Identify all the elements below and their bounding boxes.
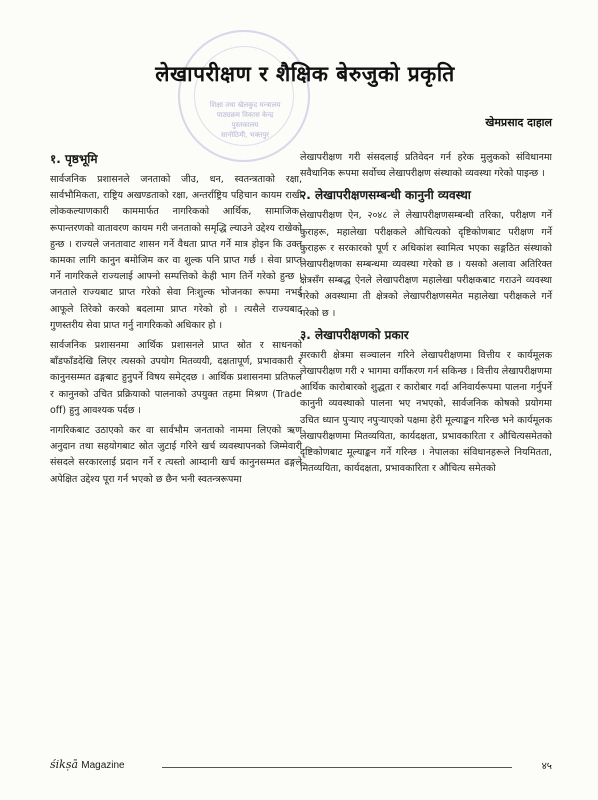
- section-heading: ३. लेखापरीक्षणको प्रकार: [300, 327, 409, 342]
- article-title: लेखापरीक्षण र शैक्षिक बेरुजुको प्रकृति: [155, 62, 455, 86]
- library-stamp-text: [190, 100, 300, 140]
- stamp-line: शिक्षा तथा खेलकुद मन्त्रालय: [209, 101, 281, 109]
- article-author: खेमप्रसाद दाहाल: [485, 116, 552, 129]
- left-column: [50, 146, 302, 492]
- page-footer: [50, 758, 552, 774]
- section-heading: १. पृष्ठभूमि: [50, 152, 98, 166]
- paragraph: सार्वजनिक प्रशासनमा आर्थिक प्रशासनले प्राप्त स्रोत र साधनको बाँडफाँडदेखि लिएर त्यसको उपयोग मितव्ययी, दक्षतापूर्ण, प्रभावकारी र कानुनसम्मत ढङ्गबाट हुनुपर्ने विषय समेट्दछ । आर्थिक प्रशासनमा प्रतिफल र कानुनको उचित प्रक्रियाको पालनाको उपयुक्त तहमा मिश्रण (Trade off) हुनु आवश्यक पर्दछ ।: [50, 340, 302, 416]
- paragraph: नागरिकबाट उठाएको कर वा सार्वभौम जनताको नाममा लिएको ऋण अनुदान तथा सहयोगबाट स्रोत जुटाई गरिने खर्च व्यवस्थापनको जिम्मेवारी संसदले सरकारलाई प्रदान गर्ने र त्यस्तो आम्दानी खर्च कानुनसम्मत ढङ्गले अपेक्षित उद्देश्य पूरा गर्न भएको छ छैन भनी स्वतन्त्ररूपमा: [50, 425, 302, 485]
- paragraph: लेखापरीक्षण ऐन, २०४८ ले लेखापरीक्षणसम्बन्धी तरिका, परीक्षण गर्ने कुराहरू, महालेखा परीक्षकले औचित्यको दृष्टिकोणबाट परीक्षण गर्ने कुराहरू र सरकारको पूर्ण र अधिकांश स्वामित्व भएका सङ्गठित संस्थाको लेखापरीक्षणका सम्बन्धमा व्यवस्था गरेको छ । यसको अलावा अतिरिक्त क्षेत्रसँग सम्बद्ध ऐनले लेखापरीक्षण महालेखा परीक्षकबाट गराउने व्यवस्था गरेको अवस्थामा ती क्षेत्रको लेखापरीक्षणसमेत महालेखा परीक्षकले गर्ने गरेको छ ।: [300, 210, 552, 319]
- page-number: ४५: [541, 761, 552, 772]
- brand-suffix: Magazine: [81, 760, 125, 771]
- stamp-line: पाठ्यक्रम विकास केन्द्र: [216, 111, 274, 119]
- brand-name: śikṣā: [50, 758, 79, 771]
- right-column: [300, 150, 552, 481]
- magazine-brand: [50, 758, 125, 771]
- library-stamp: [178, 30, 310, 162]
- paragraph: सरकारी क्षेत्रमा सञ्चालन गरिने लेखापरीक्षणमा वित्तीय र कार्यमूलक लेखापरीक्षण गरी २ भागमा वर्गीकरण गर्न सकिन्छ । वित्तीय लेखापरीक्षणमा आर्थिक कारोबारको शुद्धता र कारोबार गर्दा अनिवार्यरूपमा पालना गर्नुपर्ने कानुनी व्यवस्थाको पालना भए नभएको, सार्वजनिक कोषको प्रयोगमा उचित ध्यान पुऱ्याए नपुऱ्याएको पक्षमा हेरी मूल्याङ्कन गरिन्छ भने कार्यमूलक लेखापरीक्षणमा मितव्ययिता, कार्यदक्षता, प्रभावकारिता र औचित्यसमेतको दृष्टिकोणबाट मूल्याङ्कन गर्ने गरिन्छ । नेपालका संविधानहरूले नियमितता, मितव्ययिता, कार्यदक्षता, प्रभावकारिता र औचित्य समेतको: [300, 349, 552, 475]
- stamp-line: सानोठिमी, भक्तपुर: [220, 131, 270, 139]
- paragraph: सार्वजनिक प्रशासनले जनताको जीउ, धन, स्वतन्त्रताको रक्षा, सार्वभौमिकता, राष्ट्रिय अखण्डताको रक्षा, अन्तर्राष्ट्रिय पहिचान कायम राखी लोककल्याणकारी काममार्फत नागरिकको आर्थिक, सामाजिक, रूपान्तरणको वातावरण कायम गरी जनताको समृद्धि ल्याउने उद्देश्य राखेको हुन्छ । राज्यले जनतावाट शासन गर्ने वैधता प्राप्त गर्ने मात्र होइन कि उक्त कामका लागि कानुन बमोजिम कर वा शुल्क पनि प्राप्त गर्छ । सेवा प्राप्त गर्ने नागरिकले राज्यलाई आफ्नो सम्पत्तिको केही भाग तिर्ने गरेको हुन्छ । जनताले राज्यबाट प्राप्त गरेको सेवा निःशुल्क भोजनका रूपमा नभई आफूले तिरेको करको बदलामा प्राप्त गरेको हो । त्यसैले राज्यबाट गुणस्तरीय सेवा प्राप्त गर्नु नागरिकको अधिकार हो ।: [50, 174, 302, 331]
- stamp-line: पुस्तकालय: [231, 121, 259, 129]
- paragraph: लेखापरीक्षण गरी संसदलाई प्रतिवेदन गर्न हरेक मुलुकको संविधानमा सवैधानिक रूपमा सर्वोच्च लेखापरीक्षण संस्थाको व्यवस्था गरेको पाइन्छ ।: [300, 152, 552, 180]
- section-heading: २. लेखापरीक्षणसम्बन्धी कानुनी व्यवस्था: [300, 188, 471, 203]
- footer-rule: [162, 767, 512, 768]
